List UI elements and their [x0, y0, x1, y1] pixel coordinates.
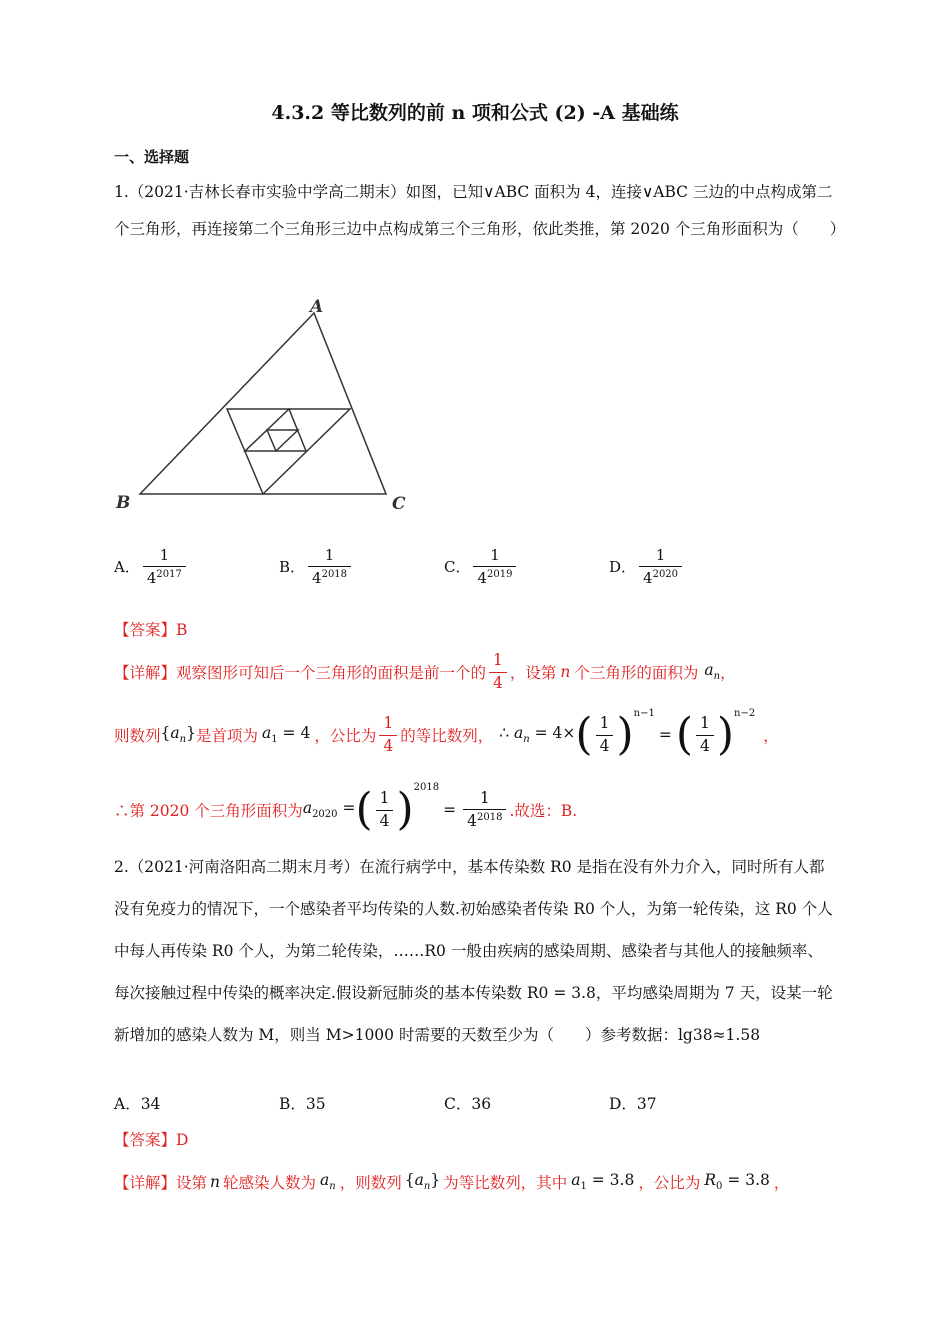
q1-option-a: A． $\frac{1}{4^{2017}}$ — [114, 547, 189, 586]
question-1-text: 1.（2021·吉林长春市实验中学高二期末）如图，已知∨ABC 面积为 4，连接∨ABC 三边的中点构成第二个三角形，再连接第二个三角形三边中点构成第三个三角形，依此类推，第 2020 个三角形面积为（ ） — [114, 183, 846, 238]
q2-option-a: A．34 — [114, 1095, 161, 1113]
q1-detail-line-1: 【详解】 观察图形可知后一个三角形的面积是前一个的 $\frac{1}{4}$ ，设第 n 个三角形的面积为 $a_n$ ， — [114, 651, 736, 692]
triangle-figure — [110, 295, 420, 520]
vertex-label-c: C — [392, 494, 406, 514]
q1-option-d: D． $\frac{1}{4^{2020}}$ — [609, 547, 685, 586]
q2-option-b: B．35 — [279, 1095, 326, 1113]
q2-detail-line-1: 【详解】 设第 n 轮感染人数为 $a_n$ ，则数列 $\{a_n\}$ 为等比数列，其中 $a_1 = 3.8$ ，公比为 $R_0 = 3.8$ ， — [114, 1171, 790, 1193]
q1-option-c: C． $\frac{1}{4^{2019}}$ — [444, 547, 519, 586]
q2-option-d: D．37 — [609, 1095, 657, 1113]
vertex-label-b: B — [116, 493, 131, 513]
q1-detail-line-2: 则数列 $\{a_n\}$ 是首项为 $a_1 = 4$ ，公比为 $\frac{1}{4}$ 的等比数列， ∴ $a_n = 4\times$ ( $\frac{1}{4}$ ) $^{n-1}$ = ( $\frac{1}{4}$ ) $^{n-2}$ ， — [114, 708, 779, 760]
q2-option-c: C．36 — [444, 1095, 492, 1113]
vertex-label-a: A — [310, 297, 324, 317]
page-title: 4.3.2 等比数列的前 n 项和公式 (2) -A 基础练 — [271, 102, 679, 124]
q1-detail-line-3: ∴第 2020 个三角形面积为 $a_{2020}$ = ( $\frac{1}{4}$ ) $^{2018}$ = $\frac{1}{4^{2018}}$ .故选：B. — [114, 782, 578, 835]
q1-option-b: B． $\frac{1}{4^{2018}}$ — [279, 547, 354, 586]
section-heading: 一、选择题 — [114, 148, 190, 166]
question-2-text: 2.（2021·河南洛阳高二期末月考）在流行病学中，基本传染数 R0 是指在没有外力介入，同时所有人都没有免疫力的情况下，一个感染者平均传染的人数.初始感染者传染 R0 个人，为第一轮传染，这 R0 个人中每人再传染 R0 个人，为第二轮传染，……R0 一般由疾病的感染周期、感染者与其他人的接触频率、每次接触过程中传染的概率决定.假设新冠肺炎的基本传染数 R0 = 3.8，平均感染周期为 7 天，设某一轮新增加的感染人数为 M，则当 M>1000 时需要的天数至少为（ ）参考数据：lg38≈1.58 — [114, 858, 833, 1044]
q1-answer: 【答案】B — [114, 621, 188, 639]
q2-answer: 【答案】D — [114, 1131, 189, 1149]
